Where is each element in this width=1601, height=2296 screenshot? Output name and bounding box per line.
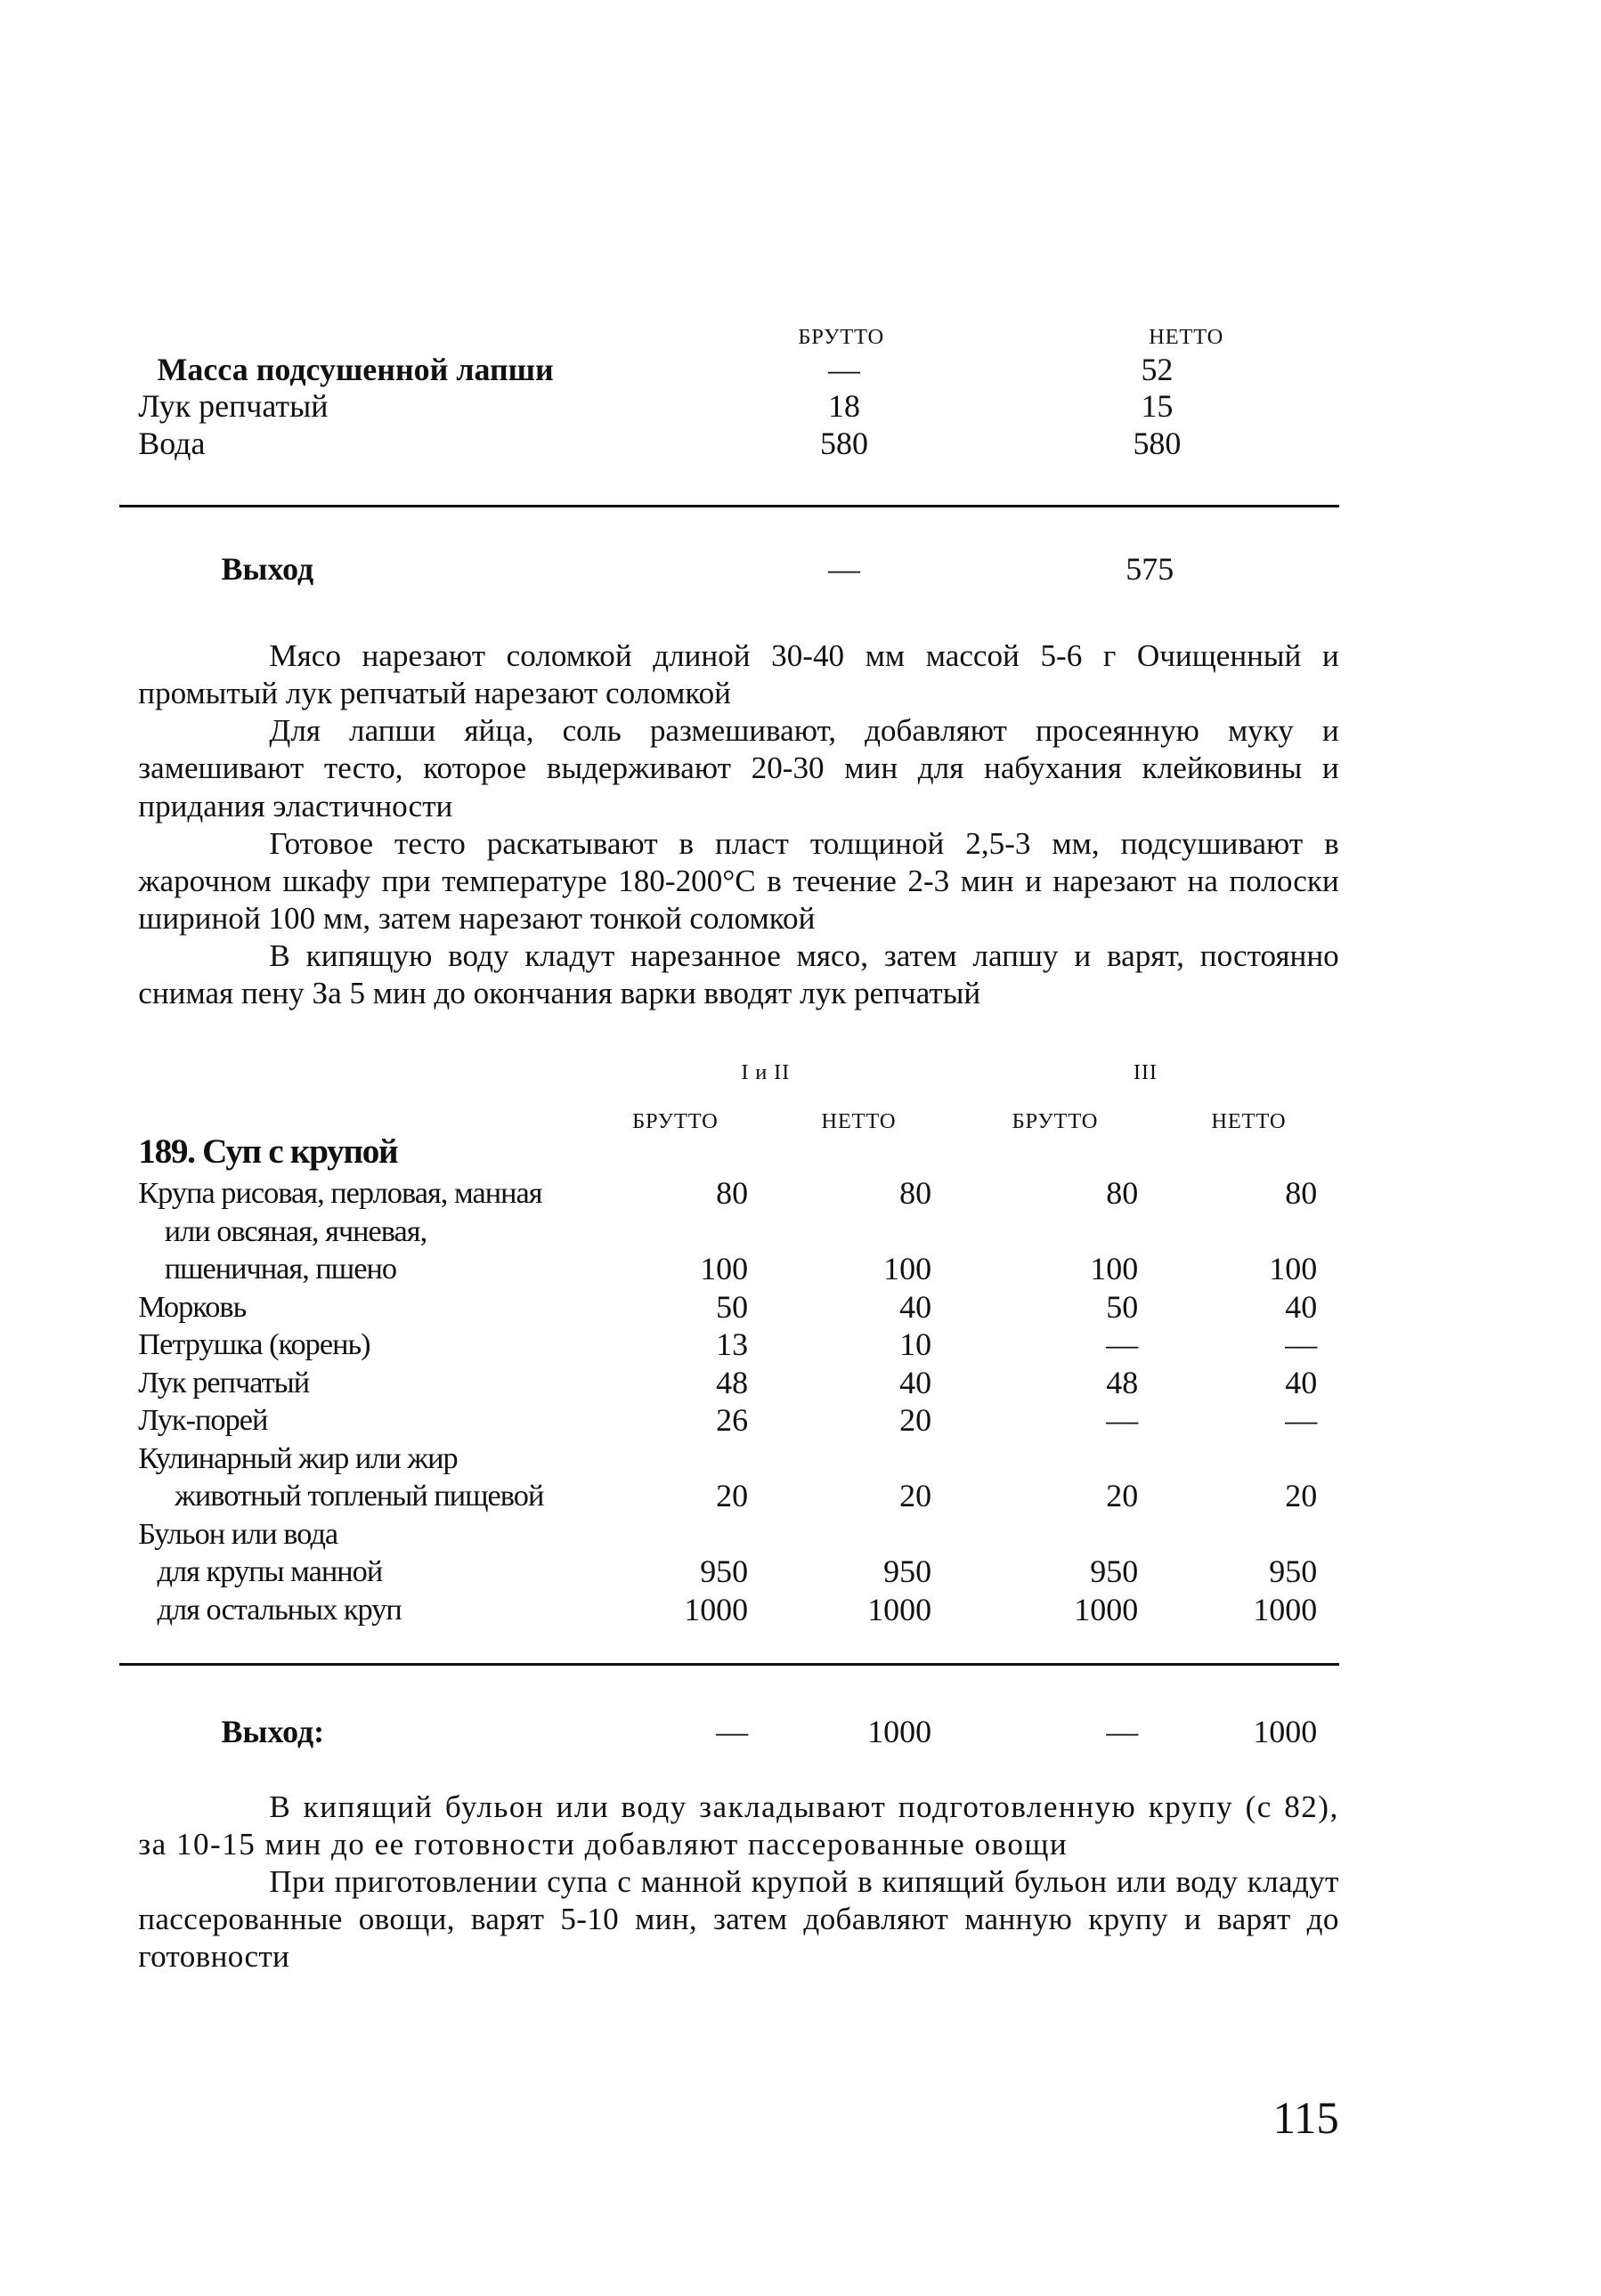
table2-cell: 40 xyxy=(899,1364,932,1400)
table2-header-brutto: БРУТТО xyxy=(632,1109,719,1134)
table2-row-name: Лук репчатый xyxy=(138,1365,310,1400)
table2-cell: 10 xyxy=(899,1326,932,1363)
table2-divider xyxy=(119,1663,1339,1666)
table2-row-name: Кулинарный жир или жир xyxy=(138,1440,458,1475)
table2-cell: 80 xyxy=(1106,1175,1139,1212)
table2-cell: 50 xyxy=(716,1288,749,1325)
table2-cell: 20 xyxy=(1285,1478,1318,1514)
table2-row-name: Петрушка (корень) xyxy=(138,1327,370,1362)
paragraph: Готовое тесто раскатывают в пласт толщиной 2,5-3 мм, подсушивают в жарочном шкафу при температуре 180-200°С в течение 2-3 мин и нарезают на полоски шириной 100 мм, затем нарезают тонкой соломкой xyxy=(138,825,1339,937)
table2-cell: 48 xyxy=(1106,1364,1139,1400)
table1-row-brutto: 580 xyxy=(820,426,868,462)
table2-cell: 100 xyxy=(883,1251,932,1287)
table2-group-header-2: III xyxy=(1133,1059,1158,1084)
table2-yield-value: 1000 xyxy=(1253,1713,1318,1749)
table2-cell: 80 xyxy=(899,1175,932,1212)
table2-row-name: Бульон или вода xyxy=(138,1516,338,1551)
table1-row-name: Вода xyxy=(138,426,206,462)
table2-cell: 100 xyxy=(1090,1251,1139,1287)
table2-cell: 100 xyxy=(700,1251,749,1287)
table2-cell: — xyxy=(1106,1402,1139,1439)
table1-yield-label: Выход xyxy=(221,550,314,587)
table2-cell: 26 xyxy=(716,1402,749,1439)
table2-cell: — xyxy=(1285,1326,1318,1363)
table2-cell: 20 xyxy=(899,1478,932,1514)
table2-cell: 950 xyxy=(700,1554,749,1589)
recipe-title: 189. Суп с крупой xyxy=(138,1132,398,1172)
paragraph: В кипящий бульон или воду закладывают подготовленную крупу (с 82), за 10-15 мин до ее готовности добавляют пассерованные овощи xyxy=(138,1789,1339,1862)
table1-divider xyxy=(119,505,1339,507)
table2-cell: 1000 xyxy=(684,1591,749,1627)
table2-row-name: или овсяная, ячневая, xyxy=(164,1213,427,1248)
table2-cell: 80 xyxy=(1285,1175,1318,1212)
table2-cell: 50 xyxy=(1106,1288,1139,1325)
table2-cell: 1000 xyxy=(1253,1591,1318,1627)
paragraph: Мясо нарезают соломкой длиной 30-40 мм массой 5-6 г Очищенный и промытый лук репчатый нарезают соломкой xyxy=(138,637,1339,711)
table2-cell: 80 xyxy=(716,1175,749,1212)
table2-cell: 20 xyxy=(716,1478,749,1514)
table2-row-name: для крупы манной xyxy=(157,1554,383,1588)
paragraph: При приготовлении супа с манной крупой в кипящий бульон или воду кладут пассерованные овощи, варят 5-10 мин, затем добавляют манную крупу и варят до готовности xyxy=(138,1864,1339,1975)
table2-cell: 20 xyxy=(899,1402,932,1439)
table2-yield-value: — xyxy=(716,1713,749,1749)
table2-cell: — xyxy=(1106,1326,1139,1363)
table1-row-netto: 52 xyxy=(1141,351,1174,387)
table2-cell: 950 xyxy=(1269,1554,1318,1589)
table2-row-name: Морковь xyxy=(138,1289,247,1324)
table2-cell: 20 xyxy=(1106,1478,1139,1514)
table1-row-netto: 15 xyxy=(1141,387,1174,424)
table1-row-name: Лук репчатый xyxy=(138,387,329,424)
paragraph: В кипящую воду кладут нарезанное мясо, затем лапшу и варят, постоянно снимая пену За 5 мин до окончания варки вводят лук репчатый xyxy=(138,938,1339,1011)
table2-cell: 40 xyxy=(1285,1288,1318,1325)
table1-row-netto: 580 xyxy=(1133,426,1182,462)
table2-cell: 40 xyxy=(1285,1364,1318,1400)
table1-row-brutto: 18 xyxy=(828,387,860,424)
table2-row-name: животный топленый пищевой xyxy=(175,1479,544,1513)
table1-row-name: Масса подсушенной лапши xyxy=(157,351,554,387)
table2-header-brutto: БРУТТО xyxy=(1012,1109,1099,1134)
table2-cell: — xyxy=(1285,1402,1318,1439)
table1-header-netto: НЕТТО xyxy=(1149,325,1224,350)
table2-cell: 40 xyxy=(899,1288,932,1325)
table2-row-name: пшеничная, пшено xyxy=(164,1252,397,1286)
table2-cell: 950 xyxy=(883,1554,932,1589)
table2-yield-label: Выход: xyxy=(221,1713,325,1749)
text-block-1 xyxy=(138,637,1338,1013)
table2-cell: 1000 xyxy=(1074,1591,1139,1627)
table2-group-header-1: I и II xyxy=(741,1059,791,1084)
table2-cell: 950 xyxy=(1090,1554,1139,1589)
table2-row-name: Крупа рисовая, перловая, манная xyxy=(138,1176,542,1211)
page-number: 115 xyxy=(1272,2093,1339,2144)
table2-yield-value: 1000 xyxy=(867,1713,932,1749)
table2-header-netto: НЕТТО xyxy=(821,1109,897,1134)
table2-row-name: для остальных круп xyxy=(157,1592,402,1627)
table1-row-brutto: — xyxy=(828,351,860,387)
table1-header-brutto: БРУТТО xyxy=(798,325,885,350)
table1-yield-brutto: — xyxy=(828,550,860,587)
table2-yield-value: — xyxy=(1106,1713,1139,1749)
table1-yield-netto: 575 xyxy=(1126,550,1174,587)
table2-header-netto: НЕТТО xyxy=(1211,1109,1287,1134)
table2-cell: 100 xyxy=(1269,1251,1318,1287)
table2-cell: 13 xyxy=(716,1326,749,1363)
text-block-2 xyxy=(138,1789,1338,1976)
table2-row-name: Лук-порей xyxy=(138,1403,268,1438)
table2-cell: 1000 xyxy=(867,1591,932,1627)
paragraph: Для лапши яйца, соль размешивают, добавляют просеянную муку и замешивают тесто, которое выдерживают 20-30 мин для набухания клейковины и придания эластичности xyxy=(138,713,1339,823)
table2-cell: 48 xyxy=(716,1364,749,1400)
